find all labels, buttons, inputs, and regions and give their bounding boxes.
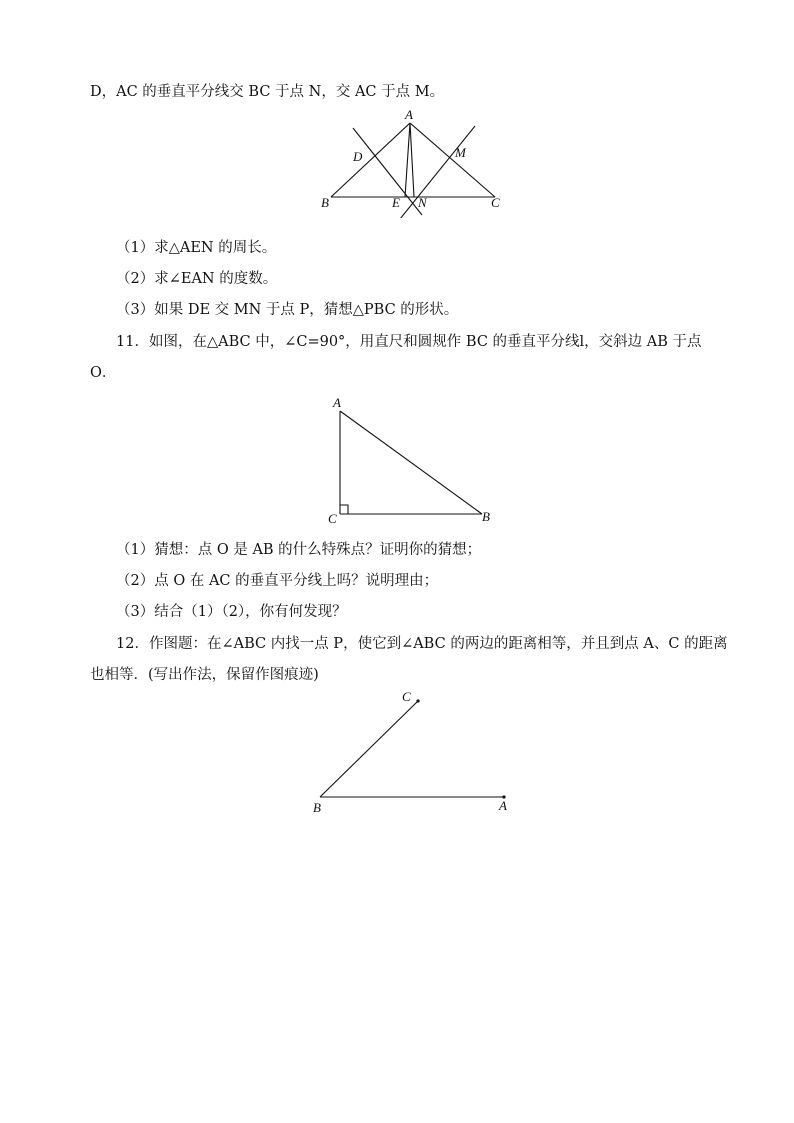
label-a: A	[405, 108, 413, 122]
label-a: A	[333, 395, 341, 410]
label-b: B	[313, 800, 321, 815]
q10-sub2: （2）求∠EAN 的度数。	[116, 271, 278, 287]
perp-bisector-ab	[353, 128, 422, 215]
q11-sub3: （3）结合（1）（2），你有何发现？	[116, 604, 347, 620]
q10-sub3: （3）如果 DE 交 MN 于点 P，猜想△PBC 的形状。	[116, 302, 459, 318]
q10-sub1: （1）求△AEN 的周长。	[116, 240, 277, 256]
q11-sub2: （2）点 O 在 AC 的垂直平分线上吗？说明理由；	[116, 573, 439, 589]
label-c: C	[491, 195, 500, 210]
q12-line1: 12．作图题：在∠ABC 内找一点 P，使它到∠ABC 的两边的距离相等，并且到点 A、C 的距离	[116, 636, 728, 652]
label-m: M	[455, 145, 466, 160]
q11-sub1: （1）猜想：点 O 是 AB 的什么特殊点？证明你的猜想；	[116, 542, 482, 558]
segment-ae	[405, 123, 410, 197]
q10-triangle	[331, 123, 495, 218]
segment-an	[410, 123, 414, 197]
segment-ac	[410, 123, 495, 197]
label-c: C	[402, 689, 411, 704]
q10-figure	[310, 108, 530, 218]
ray-bc	[320, 701, 418, 797]
q11-line1: 11．如图，在△ABC 中，∠C=90°，用直尺和圆规作 BC 的垂直平分线l，交斜边 AB 于点	[116, 334, 702, 350]
label-b: B	[321, 195, 329, 210]
q12-figure	[300, 686, 530, 821]
label-n: N	[418, 195, 427, 210]
right-angle-mark	[340, 505, 348, 514]
q11-line2: O．	[90, 365, 117, 381]
point-c	[416, 699, 419, 702]
label-b: B	[482, 509, 490, 524]
segment-ab	[331, 123, 410, 197]
label-a: A	[499, 798, 507, 813]
q11-figure	[320, 394, 500, 529]
label-c: C	[328, 511, 337, 526]
q10-intro-tail: D，AC 的垂直平分线交 BC 于点 N，交 AC 于点 M。	[90, 84, 445, 100]
q11-triangle	[340, 411, 482, 514]
label-d: D	[353, 149, 363, 164]
label-e: E	[392, 195, 400, 210]
segment-ab	[340, 411, 482, 514]
q12-line2: 也相等．(写出作法，保留作图痕迹)	[90, 667, 319, 683]
q12-angle	[320, 699, 506, 798]
